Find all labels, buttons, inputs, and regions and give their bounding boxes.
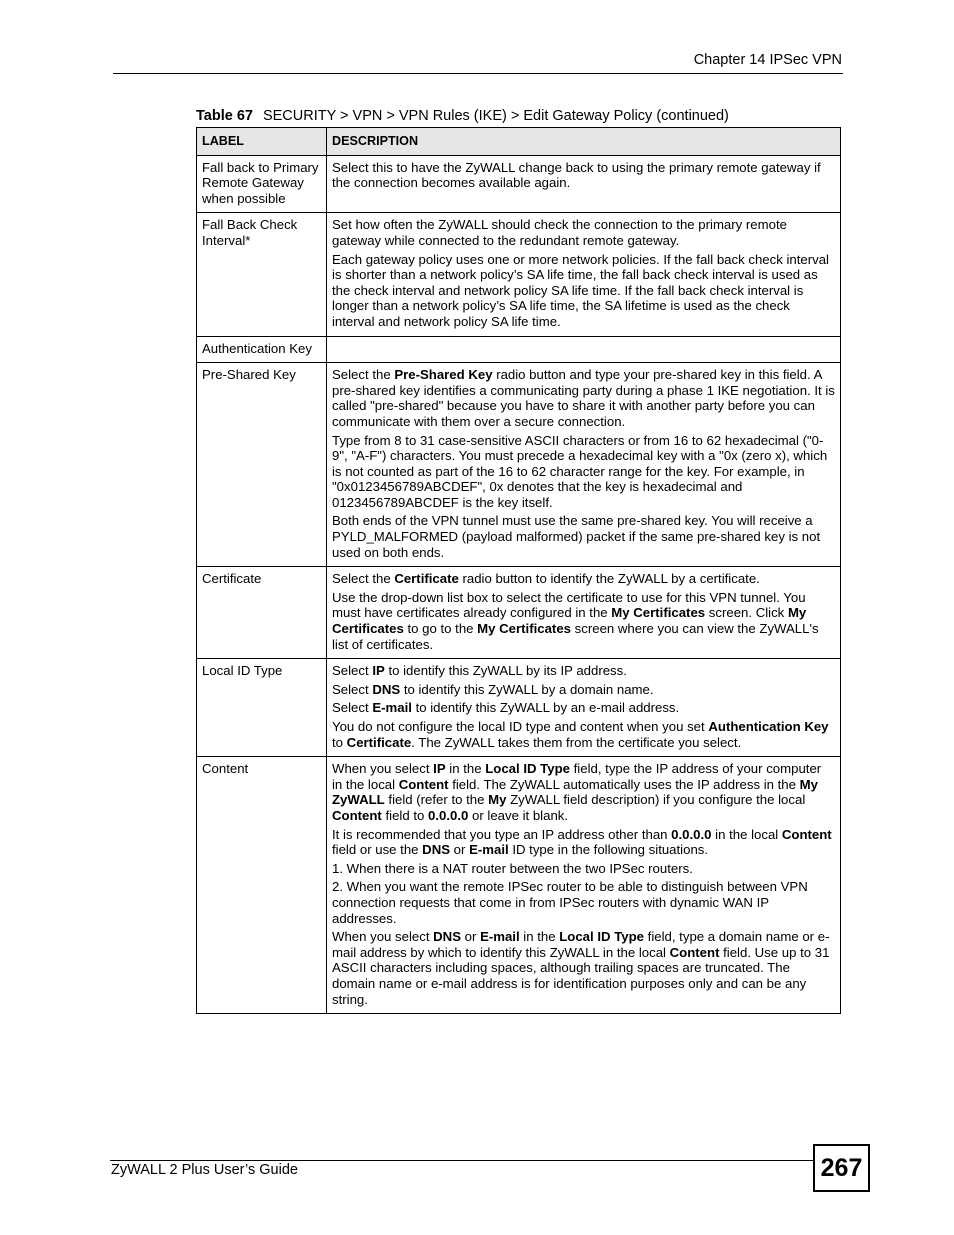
text-segment: Select (332, 700, 373, 716)
bold-term: Content (669, 944, 720, 960)
bold-term: Content (398, 776, 449, 792)
text-segment: Use the drop-down list box to select the certificate to use for this VPN tunnel. You must have certificates already configured in the (332, 589, 806, 621)
text-segment: 2. When you want the remote IPSec router to be able to distinguish between VPN connection requests that come in from IPSec routers with dynamic WAN IP addresses. (332, 879, 808, 926)
text-segment: field. The ZyWALL automatically uses the IP address in the (448, 776, 800, 792)
text-segment: to go to the (403, 621, 478, 637)
bold-term: Local ID Type (485, 761, 570, 777)
text-segment: field (refer to the (384, 792, 489, 808)
column-header-label: LABEL (197, 128, 327, 156)
text-segment: in the local (711, 826, 782, 842)
bold-term: Content (332, 807, 382, 823)
text-segment: to identify this ZyWALL by an e-mail address. (411, 700, 680, 716)
text-segment: field or use the (332, 842, 423, 858)
gateway-policy-table (196, 127, 841, 1014)
bold-term: IP (372, 663, 385, 679)
table-row (197, 567, 841, 659)
table-number: Table 67 (196, 108, 253, 124)
guide-title: ZyWALL 2 Plus User’s Guide (111, 1162, 298, 1178)
row-description (327, 659, 841, 757)
text-segment: or (461, 929, 481, 945)
bold-term: My ZyWALL (332, 776, 818, 808)
bold-term: DNS (422, 842, 451, 858)
text-segment: It is recommended that you type an IP address other than (332, 826, 672, 842)
row-description (327, 213, 841, 336)
chapter-title: Chapter 14 IPSec VPN (693, 52, 842, 68)
description-paragraph (332, 367, 835, 429)
description-paragraph (332, 160, 835, 191)
column-header-description: DESCRIPTION (327, 128, 841, 156)
description-paragraph (332, 252, 835, 330)
row-description (327, 757, 841, 1014)
text-segment: When you select (332, 929, 434, 945)
bold-term: IP (433, 761, 446, 777)
text-segment: . The ZyWALL takes them from the certificate you select. (411, 734, 742, 750)
description-paragraph (332, 663, 835, 679)
row-description (327, 363, 841, 567)
text-segment: You do not configure the local ID type and content when you set (332, 719, 709, 734)
bold-term: My Certificates (332, 605, 807, 637)
text-segment: to identify this ZyWALL by a domain name. (400, 681, 654, 697)
row-description (327, 567, 841, 659)
description-paragraph (332, 861, 835, 877)
row-label: Authentication Key (197, 336, 327, 363)
bold-term: Certificate (346, 734, 412, 750)
header-rule (113, 73, 843, 74)
text-segment: to (332, 734, 347, 750)
description-paragraph (332, 879, 835, 926)
bold-term: E-mail (480, 929, 520, 945)
text-segment: Select this to have the ZyWALL change back to using the primary remote gateway if the connection becomes available again. (332, 159, 821, 191)
table-row (197, 757, 841, 1014)
bold-term: Pre-Shared Key (394, 367, 493, 383)
text-segment: Set how often the ZyWALL should check the connection to the primary remote gateway while connected to the redundant remote gateway. (332, 217, 787, 248)
bold-term: My Certificates (477, 621, 571, 637)
text-segment: radio button and type your pre-shared key in this field. A pre-shared key identifies a communicating party during a phase 1 IKE negotiation. It is called "pre-shared" because you have to share it with another party before you can communicate with them over a secure connection. (332, 367, 835, 429)
bold-term: E-mail (372, 700, 412, 716)
table-row (197, 363, 841, 567)
table-row (197, 155, 841, 213)
description-paragraph (332, 433, 835, 511)
text-segment: or leave it blank. (468, 807, 569, 823)
text-segment: radio button to identify the ZyWALL by a certificate. (458, 571, 760, 587)
description-paragraph (332, 827, 835, 858)
row-label: Content (197, 757, 327, 1014)
bold-term: Certificate (394, 571, 459, 587)
text-segment: Select the (332, 571, 395, 587)
bold-term: Authentication Key (708, 719, 829, 734)
text-segment: Both ends of the VPN tunnel must use the same pre-shared key. You will receive a PYLD_MALFORMED (payload malformed) packet if the same pre-shared key is not used on both ends. (332, 513, 821, 560)
row-description (327, 336, 841, 363)
text-segment: field, type the IP address of your computer in the local (332, 761, 822, 792)
text-segment: in the (445, 761, 486, 777)
text-segment: field to (381, 807, 428, 823)
text-segment: Select the (332, 367, 395, 383)
text-segment: Select (332, 663, 373, 679)
row-label: Fall back to Primary Remote Gateway when possible (197, 155, 327, 213)
text-segment: to identify this ZyWALL by its IP address. (384, 663, 627, 679)
description-paragraph (332, 571, 835, 587)
text-segment: ZyWALL field description) if you configure the local (506, 792, 806, 808)
text-segment: field. Use up to 31 ASCII characters including spaces, although trailing spaces are truncated. The domain name or e-mail address is for identification purposes only and can be any string. (332, 944, 830, 1007)
table-body (197, 155, 841, 1014)
bold-term: My Certificates (611, 605, 706, 621)
table-row (197, 336, 841, 363)
text-segment: Select (332, 681, 373, 697)
description-paragraph (332, 590, 835, 652)
bold-term: E-mail (469, 842, 509, 858)
text-segment: or (450, 842, 470, 858)
text-segment: screen where you can view the ZyWALL's list of certificates. (332, 621, 819, 652)
description-paragraph (332, 719, 835, 750)
text-segment: When you select (332, 761, 434, 777)
description-paragraph (332, 761, 835, 823)
text-segment: Type from 8 to 31 case-sensitive ASCII characters or from 16 to 62 hexadecimal ("0-9", "A-F") characters. You must precede a hexadecimal key with a "0x (zero x), which is not counted as part of the 16 to 62 character range for the key. For example, in "0x0123456789ABCDEF", 0x denotes that the key is hexadecimal and 0123456789ABCDEF is the key itself. (332, 432, 828, 510)
table-row (197, 659, 841, 757)
row-label: Local ID Type (197, 659, 327, 757)
bold-term: 0.0.0.0 (428, 807, 469, 823)
description-paragraph (332, 929, 835, 1007)
table-row (197, 213, 841, 336)
bold-term: 0.0.0.0 (671, 826, 712, 842)
text-segment: in the (519, 929, 560, 945)
description-paragraph (332, 513, 835, 560)
description-paragraph (332, 217, 835, 248)
table-title: SECURITY > VPN > VPN Rules (IKE) > Edit Gateway Policy (continued) (262, 108, 729, 124)
description-paragraph (332, 682, 835, 698)
row-label: Pre-Shared Key (197, 363, 327, 567)
table-header-row (197, 128, 841, 156)
bold-term: DNS (433, 929, 461, 945)
text-segment: ID type in the following situations. (508, 842, 709, 858)
page-number: 267 (813, 1144, 870, 1192)
bold-term: My (488, 792, 507, 808)
text-segment: 1. When there is a NAT router between the two IPSec routers. (332, 860, 693, 876)
text-segment: screen. Click (705, 605, 788, 621)
text-segment: field, type a domain name or e-mail address by which to identify this ZyWALL in the local (332, 929, 830, 960)
footer-rule (110, 1160, 814, 1161)
row-description (327, 155, 841, 213)
bold-term: DNS (372, 681, 401, 697)
text-segment: Each gateway policy uses one or more network policies. If the fall back check interval is shorter than a network policy’s SA life time, the fall back check interval is used as the check interval and network policy SA life time. If the fall back check interval is longer than a network policy’s SA life time, the SA lifetime is used as the check interval and network policy SA life time. (332, 251, 829, 329)
bold-term: Content (781, 826, 832, 842)
table-caption (196, 108, 729, 124)
row-label: Certificate (197, 567, 327, 659)
row-label: Fall Back Check Interval* (197, 213, 327, 336)
description-paragraph (332, 700, 835, 716)
bold-term: Local ID Type (559, 929, 644, 945)
